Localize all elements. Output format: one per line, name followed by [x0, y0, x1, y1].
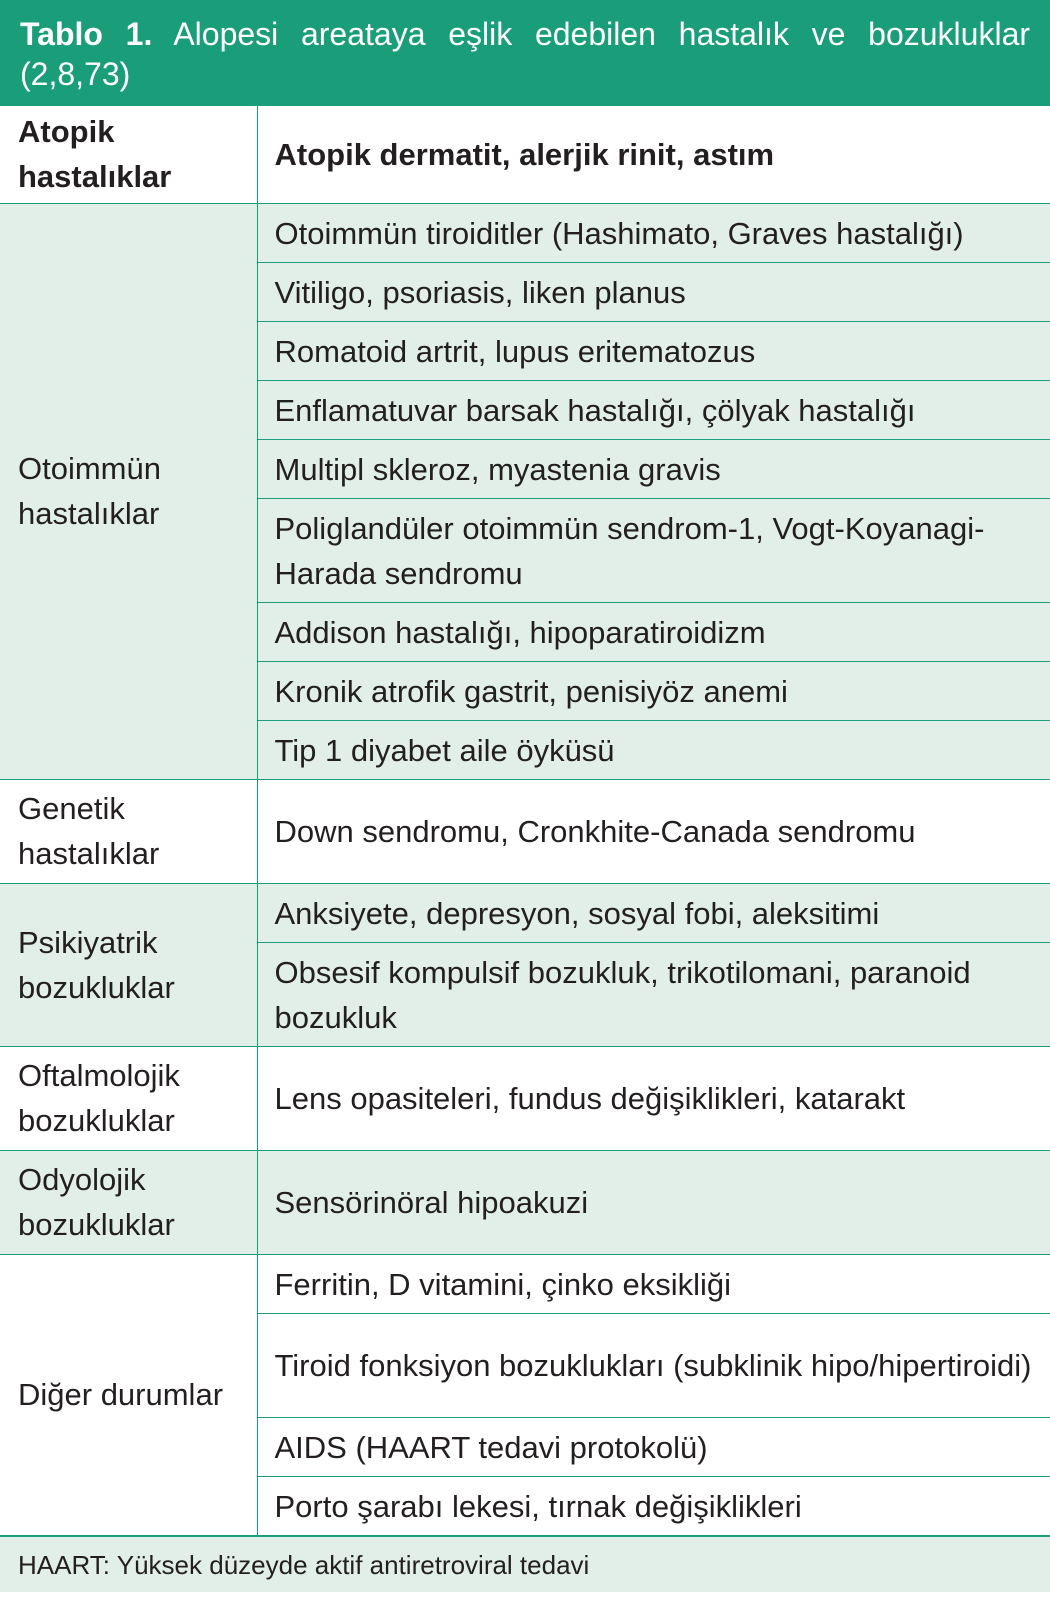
item-cell: Lens opasiteleri, fundus değişiklikleri, katarakt: [257, 1046, 1050, 1150]
item-cell: Romatoid artrit, lupus eritematozus: [257, 321, 1050, 380]
item-cell: Kronik atrofik gastrit, penisiyöz anemi: [257, 661, 1050, 720]
item-cell: Down sendromu, Cronkhite-Canada sendromu: [257, 779, 1050, 883]
item-cell: Ferritin, D vitamini, çinko eksikliği: [257, 1254, 1050, 1313]
table-row: [0, 883, 1050, 942]
item-cell: Poliglandüler otoimmün sendrom-1, Vogt-Koyanagi-Harada sendromu: [257, 498, 1050, 602]
item-cell: Addison hastalığı, hipoparatiroidizm: [257, 602, 1050, 661]
category-cell: Odyolojik bozukluklar: [0, 1150, 257, 1254]
category-cell: Diğer durumlar: [0, 1254, 257, 1535]
category-cell: Oftalmolojik bozukluklar: [0, 1046, 257, 1150]
category-cell: Psikiyatrik bozukluklar: [0, 883, 257, 1046]
item-cell: Vitiligo, psoriasis, liken planus: [257, 262, 1050, 321]
item-cell: Anksiyete, depresyon, sosyal fobi, aleksitimi: [257, 883, 1050, 942]
item-cell: Atopik dermatit, alerjik rinit, astım: [257, 106, 1050, 203]
table-row: [0, 1150, 1050, 1254]
table-title-text: Alopesi areataya eşlik edebilen hastalık ve bozukluklar (2,8,73): [20, 16, 1031, 92]
item-cell: Porto şarabı lekesi, tırnak değişiklikleri: [257, 1476, 1050, 1535]
table-row: [0, 1254, 1050, 1313]
table-row: [0, 779, 1050, 883]
table-body: [0, 106, 1050, 1536]
category-cell: Otoimmün hastalıklar: [0, 203, 257, 779]
item-cell: Obsesif kompulsif bozukluk, trikotilomani, paranoid bozukluk: [257, 942, 1050, 1046]
item-cell: Sensörinöral hipoakuzi: [257, 1150, 1050, 1254]
item-cell: AIDS (HAART tedavi protokolü): [257, 1417, 1050, 1476]
table-row: [0, 203, 1050, 262]
table-title: [0, 0, 1050, 106]
table-footnote: HAART: Yüksek düzeyde aktif antiretroviral tedavi: [0, 1536, 1050, 1592]
category-cell: Genetik hastalıklar: [0, 779, 257, 883]
item-cell: Tiroid fonksiyon bozuklukları (subklinik hipo/hipertiroidi): [257, 1313, 1050, 1417]
table-title-label: Tablo 1.: [20, 16, 153, 52]
category-cell: Atopik hastalıklar: [0, 106, 257, 203]
item-cell: Enflamatuvar barsak hastalığı, çölyak hastalığı: [257, 380, 1050, 439]
item-cell: Otoimmün tiroiditler (Hashimato, Graves hastalığı): [257, 203, 1050, 262]
table-row: [0, 106, 1050, 203]
item-cell: Multipl skleroz, myastenia gravis: [257, 439, 1050, 498]
table-row: [0, 1046, 1050, 1150]
item-cell: Tip 1 diyabet aile öyküsü: [257, 720, 1050, 779]
